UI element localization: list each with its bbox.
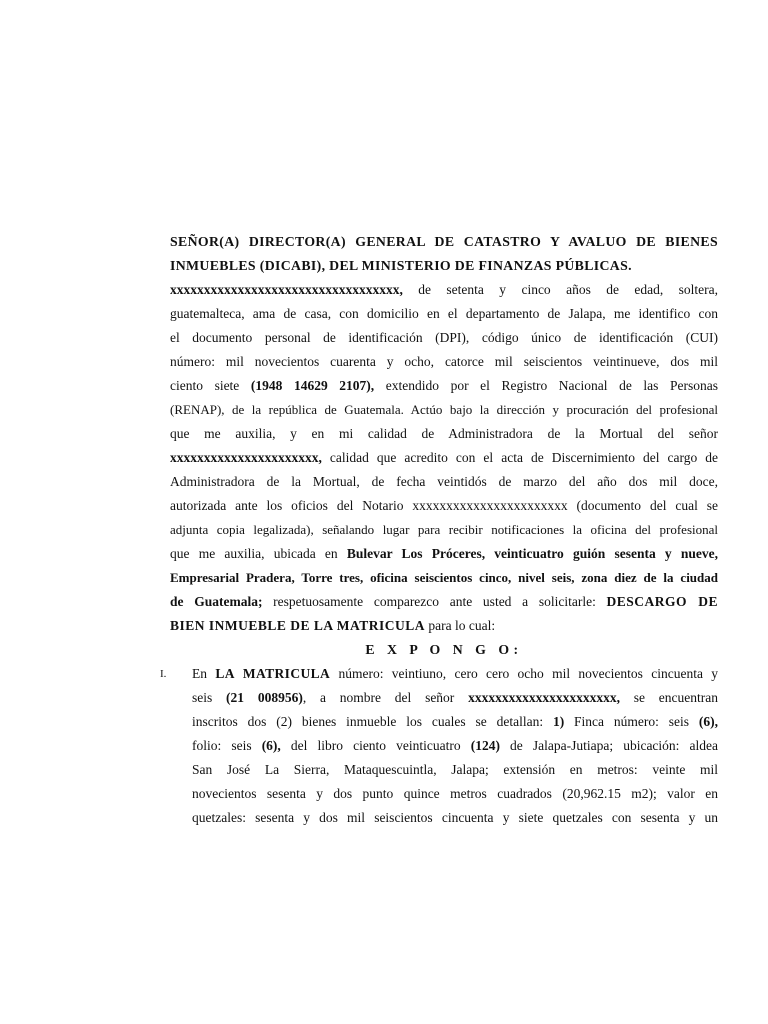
petitioner-name: xxxxxxxxxxxxxxxxxxxxxxxxxxxxxxxxxx, [170,282,403,297]
item1-line-5: San José La Sierra, Mataquescuintla, Jalapa; extensión en metros: veinte mil [192,762,718,777]
intro-line-3: el documento personal de identificación (DPI), código único de identificación (CUI) [170,330,718,345]
intro-line-11: adjunta copia legalizada), señalando lugar para recibir notificaciones la oficina del profesional [170,522,718,537]
cui-number: (1948 14629 2107), [250,378,375,393]
item1-line-6: novecientos sesenta y dos punto quince metros cuadrados (20,962.15 m2); valor en [192,786,718,801]
matricula-label: LA MATRICULA [215,666,331,681]
intro-line-4: número: mil novecientos cuarenta y ocho, catorce mil seiscientos veintinueve, dos mil [170,354,718,369]
section-title: E X P O N G O: [365,642,523,657]
intro-line-8: xxxxxxxxxxxxxxxxxxxxxx, calidad que acredito con el acta de Discernimiento del cargo de [170,450,718,465]
intro-line-2: guatemalteca, ama de casa, con domicilio en el departamento de Jalapa, me identifico con [170,306,718,321]
owner-name: xxxxxxxxxxxxxxxxxxxxxx, [468,690,620,705]
intro-line-14: de Guatemala; respetuosamente comparezco ante usted a solicitarle: DESCARGO DE [170,594,719,609]
intro-line-6: (RENAP), de la república de Guatemala. Actúo bajo la dirección y procuración del profesional [170,402,718,417]
intro-line-12: que me auxilia, ubicada en Bulevar Los Próceres, veinticuatro guión sesenta y nueve, [170,546,718,561]
heading-line-2: INMUEBLES (DICABI), DEL MINISTERIO DE FINANZAS PÚBLICAS. [170,258,632,273]
intro-line-13: Empresarial Pradera, Torre tres, oficina seiscientos cinco, nivel seis, zona diez de la ciudad [170,570,718,585]
deceased-name: xxxxxxxxxxxxxxxxxxxxxx, [170,450,322,465]
intro-line-5: ciento siete (1948 14629 2107), extendido por el Registro Nacional de las Personas [170,378,718,393]
item1-line-4: folio: seis (6), del libro ciento veinticuatro (124) de Jalapa-Jutiapa; ubicación: aldea [192,738,718,753]
item1-line-1: En LA MATRICULA número: veintiuno, cero cero ocho mil novecientos cincuenta y [192,666,718,681]
item1-line-3: inscritos dos (2) bienes inmueble los cuales se detallan: 1) Finca número: seis (6), [192,714,718,729]
intro-line-15: BIEN INMUEBLE DE LA MATRICULA para lo cual: [170,618,496,633]
item1-line-7: quetzales: sesenta y dos mil seiscientos cincuenta y siete quetzales con sesenta y un [192,810,718,825]
request-title: DESCARGO DE [606,594,719,609]
intro-line-10: autorizada ante los oficios del Notario xxxxxxxxxxxxxxxxxxxxxxx (documento del cual se [170,498,718,513]
intro-line-9: Administradora de la Mortual, de fecha veintidós de marzo del año dos mil doce, [170,474,718,489]
intro-line-7: que me auxilia, y en mi calidad de Administradora de la Mortual del señor [170,426,718,441]
heading-line-1: SEÑOR(A) DIRECTOR(A) GENERAL DE CATASTRO Y AVALUO DE BIENES [170,234,718,249]
intro-line-1: xxxxxxxxxxxxxxxxxxxxxxxxxxxxxxxxxx, de setenta y cinco años de edad, soltera, [170,282,718,297]
office-address: Bulevar Los Próceres, veinticuatro guión sesenta y nueve, [346,546,718,561]
item1-line-2: seis (21 008956), a nombre del señor xxxxxxxxxxxxxxxxxxxxxx, se encuentran [192,690,718,705]
item-number: I. [160,668,167,680]
